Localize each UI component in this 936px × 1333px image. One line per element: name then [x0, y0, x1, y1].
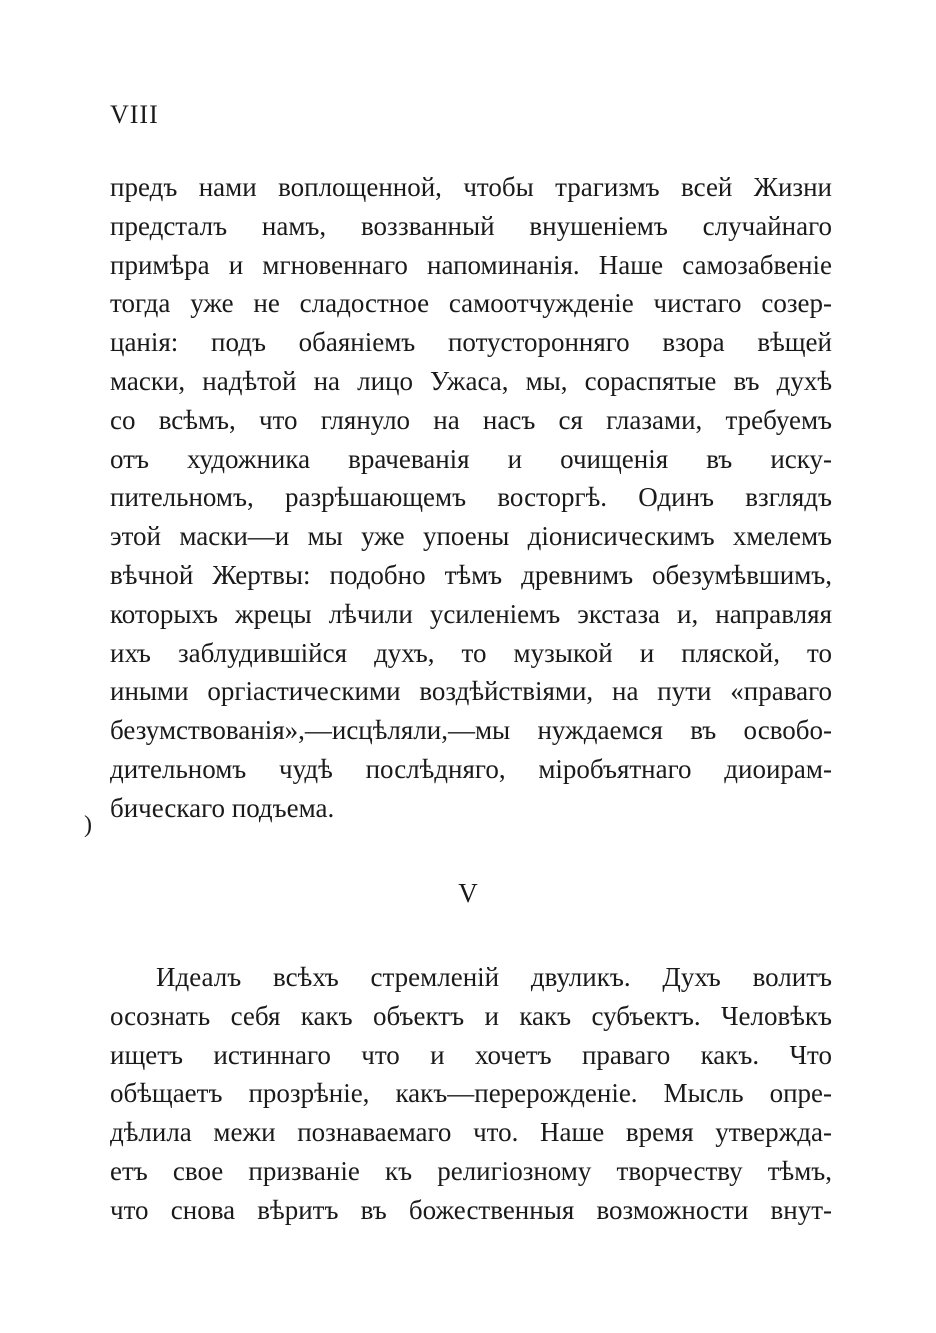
text-line: отъ художника врачеванія и очищенія въ иску- — [110, 443, 832, 474]
text-line: бическаго подъема. — [110, 792, 335, 823]
section-heading: V — [458, 878, 478, 908]
text-line: иными оргіастическими воздѣйствіями, на пути «праваго — [110, 676, 832, 707]
text-line: примѣра и мгновеннаго напоминанія. Наше самозабвеніе — [110, 249, 832, 280]
paragraph-section-v — [110, 958, 832, 1230]
text-line: дительномъ чудѣ послѣдняго, міробъятнаго диоирам- — [110, 753, 832, 784]
page-number: VIII — [110, 100, 159, 129]
text-line: Идеалъ всѣхъ стремленій двуликъ. Духъ волитъ — [156, 962, 832, 992]
text-line: безумствованія»,—исцѣляли,—мы нуждаемся въ освобо- — [110, 715, 832, 746]
text-line: ищетъ истиннаго что и хочетъ праваго какъ. Что — [110, 1039, 832, 1070]
text-line: ихъ заблудившійся духъ, то музыкой и пляской, то — [110, 637, 832, 668]
text-line: осознать себя какъ объектъ и какъ субъектъ. Человѣкъ — [110, 1000, 832, 1031]
text-line: вѣчной Жертвы: подобно тѣмъ древнимъ обезумѣвшимъ, — [110, 559, 832, 590]
paragraph-continued — [110, 168, 832, 828]
text-line: тогда уже не сладостное самоотчужденіе чистаго созер- — [110, 288, 832, 319]
text-line: со всѣмъ, что глянуло на насъ ся глазами, требуемъ — [110, 404, 832, 435]
text-line: обѣщаетъ прозрѣніе, какъ—перерожденіе. Мысль опре- — [110, 1078, 832, 1109]
margin-mark: ) — [84, 812, 92, 838]
text-line: цанія: подъ обаяніемъ потусторонняго взора вѣщей — [110, 327, 832, 358]
text-line: предсталъ намъ, воззванный внушеніемъ случайнаго — [110, 210, 832, 241]
text-line: пительномъ, разрѣшающемъ восторгѣ. Одинъ взглядъ — [110, 482, 832, 513]
text-line: что снова вѣритъ въ божественныя возможности внут- — [110, 1194, 832, 1225]
text-line: которыхъ жрецы лѣчили усиленіемъ экстаза и, направляя — [110, 598, 832, 629]
text-line: етъ свое призваніе къ религіозному творчеству тѣмъ, — [110, 1155, 832, 1186]
text-line: маски, надѣтой на лицо Ужаса, мы, сораспятые въ духѣ — [110, 365, 832, 396]
text-line: дѣлила межи познаваемаго что. Наше время утвержда- — [110, 1117, 832, 1148]
text-line: этой маски—и мы уже упоены діонисическимъ хмелемъ — [110, 521, 832, 552]
text-line: предъ нами воплощенной, чтобы трагизмъ всей Жизни — [110, 172, 832, 202]
